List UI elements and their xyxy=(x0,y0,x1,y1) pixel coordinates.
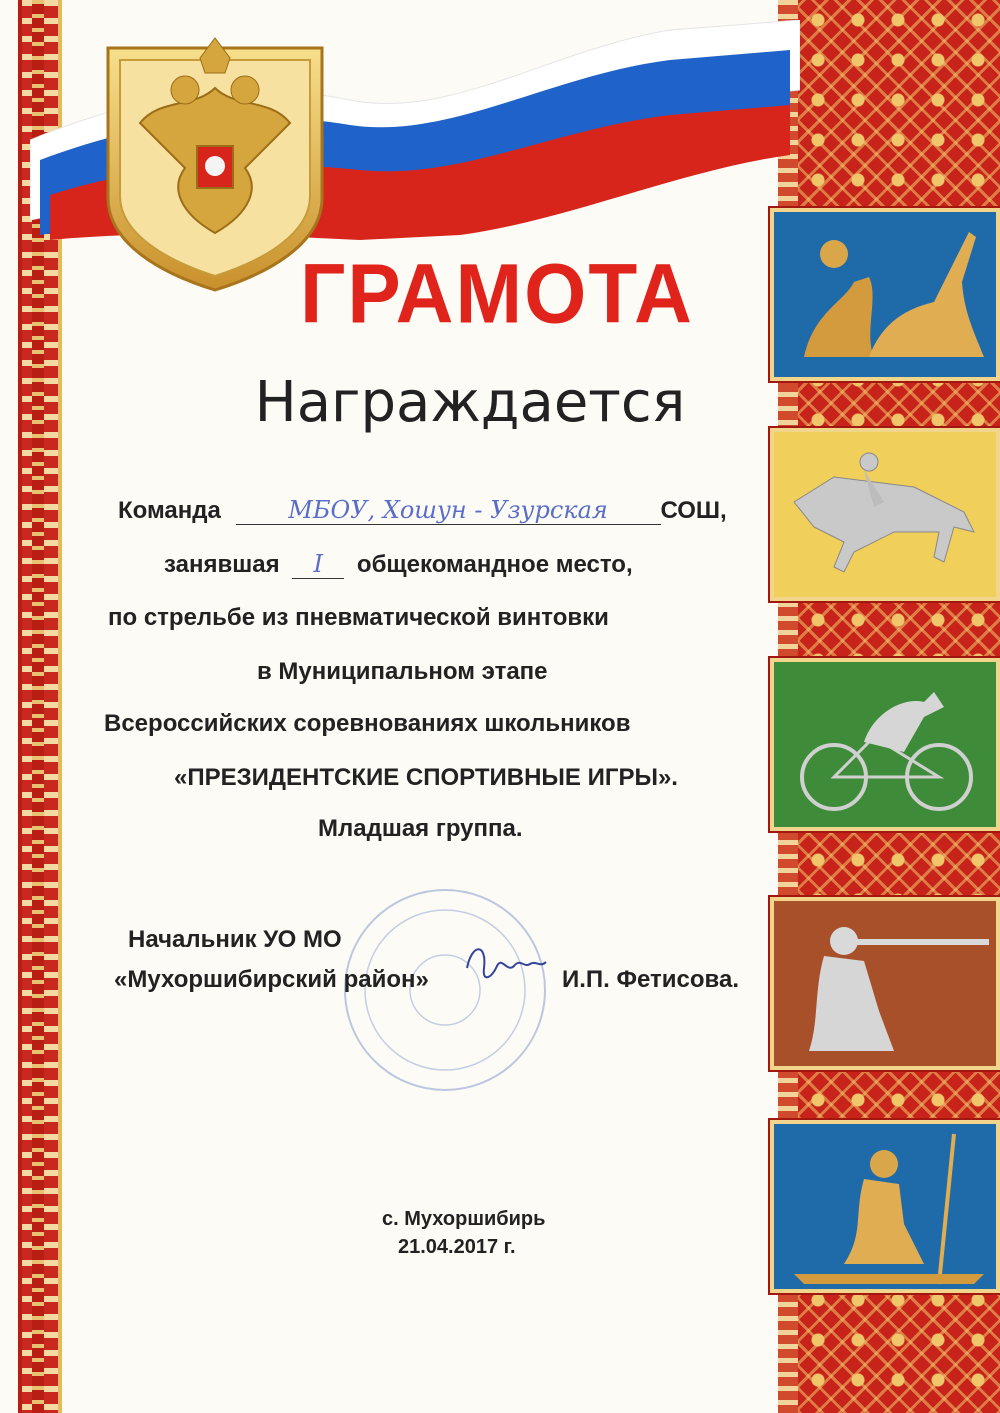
shooting-tile xyxy=(770,897,1000,1070)
team-name-handwritten: МБОУ, Хошун - Узурская xyxy=(236,496,661,525)
age-group: Младшая группа. xyxy=(318,815,523,842)
signer-name: И.П. Фетисова. xyxy=(562,966,739,993)
issue-date: 21.04.2017 г. xyxy=(398,1236,516,1258)
place-prefix: занявшая xyxy=(164,551,280,578)
coat-of-arms-emblem xyxy=(100,28,330,293)
team-line xyxy=(118,496,727,525)
team-suffix: СОШ, xyxy=(660,497,727,524)
awarded-heading: Награждается xyxy=(254,370,686,435)
issue-place: с. Мухоршибирь xyxy=(382,1208,546,1230)
canoeing-tile xyxy=(770,1120,1000,1293)
place-suffix: общекомандное место, xyxy=(356,551,633,578)
place-value-handwritten: I xyxy=(292,550,344,579)
equestrian-tile xyxy=(770,428,1000,601)
competition-line-3: Всероссийских соревнованиях школьников xyxy=(104,710,631,737)
place-line xyxy=(164,550,633,579)
cycling-tile xyxy=(770,658,1000,831)
certificate-title: ГРАМОТА xyxy=(300,246,694,341)
team-label: Команда xyxy=(118,497,221,524)
games-name: «ПРЕЗИДЕНТСКИЕ СПОРТИВНЫЕ ИГРЫ». xyxy=(174,764,678,791)
signer-title-1: Начальник УО МО xyxy=(128,926,342,953)
signer-title-2: «Мухоршибирский район» xyxy=(114,966,429,993)
water-polo-tile xyxy=(770,208,1000,381)
competition-line-1: по стрельбе из пневматической винтовки xyxy=(108,604,609,631)
handwritten-signature xyxy=(462,938,552,988)
competition-line-2: в Муниципальном этапе xyxy=(257,658,548,685)
